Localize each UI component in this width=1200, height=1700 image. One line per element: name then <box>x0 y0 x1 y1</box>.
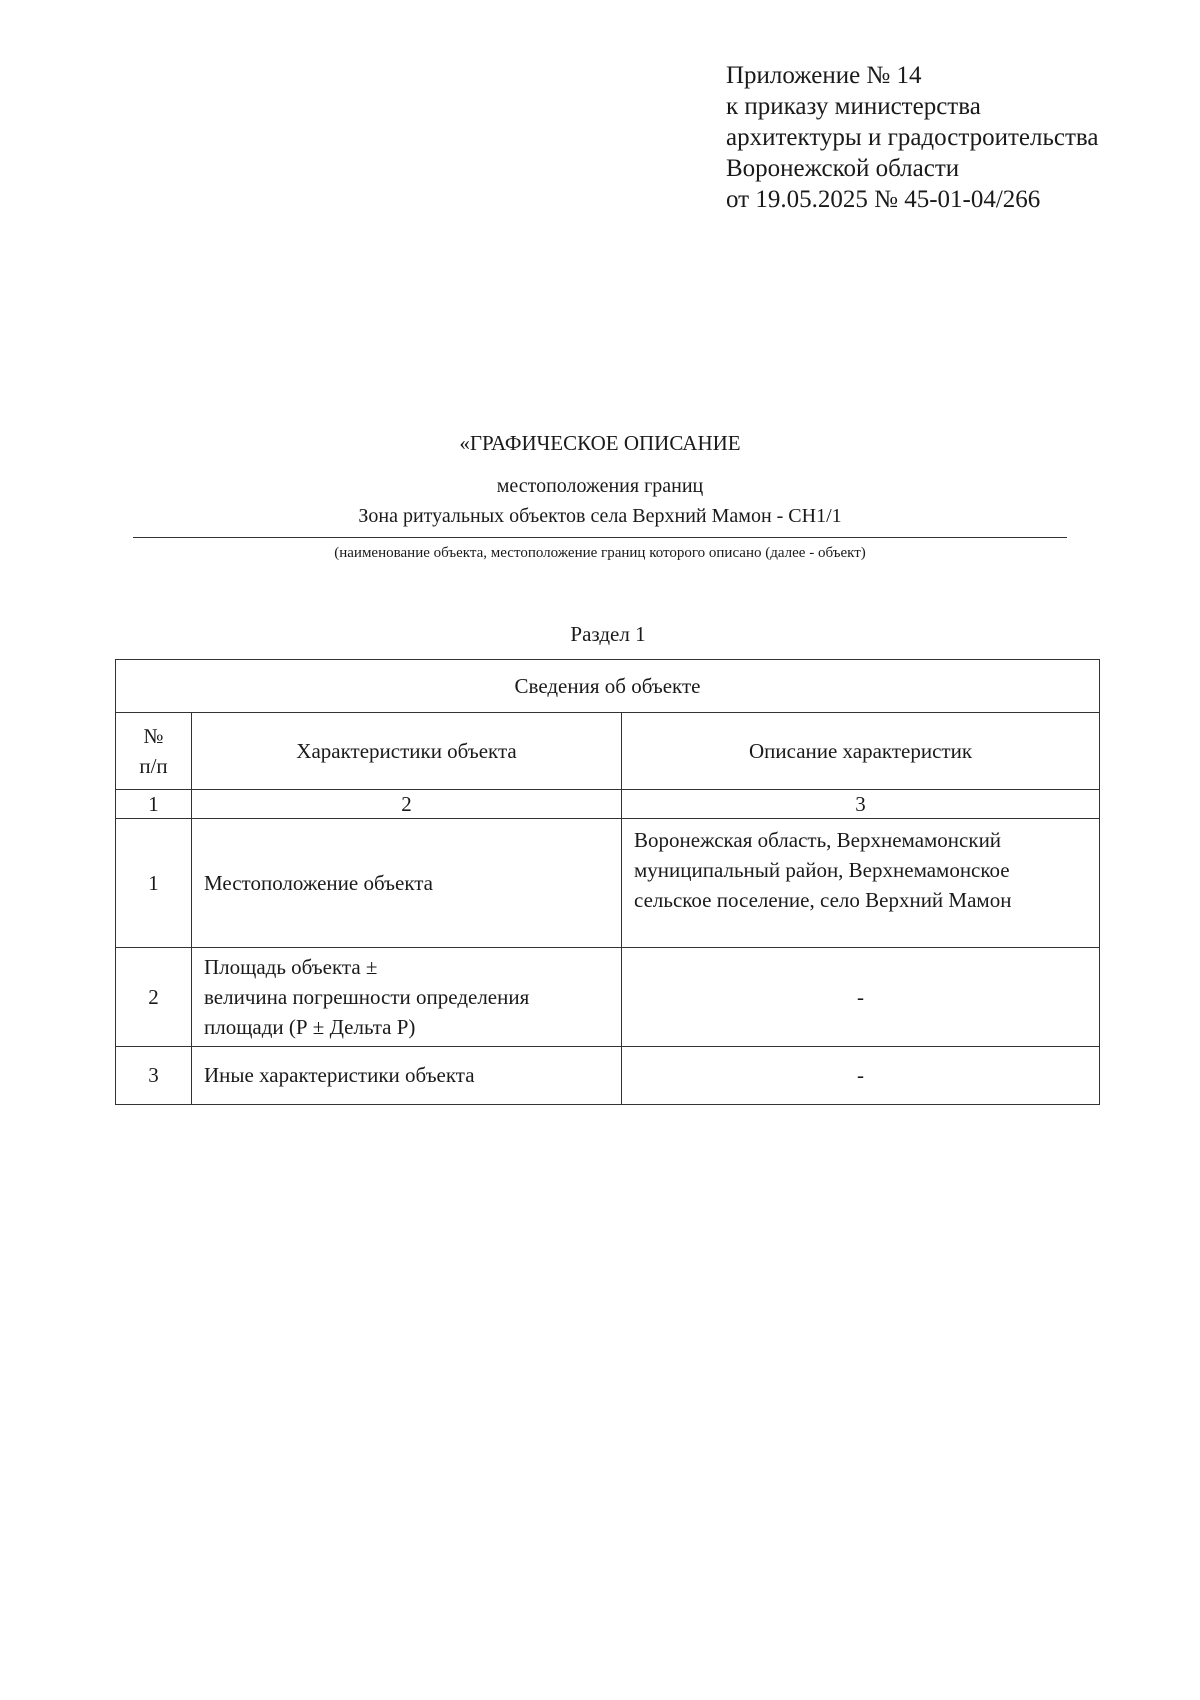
table-title: Сведения об объекте <box>116 660 1100 713</box>
appendix-number: Приложение № 14 <box>726 62 922 89</box>
row-characteristic: Иные характеристики объекта <box>192 1047 622 1105</box>
column-numbers-row <box>116 790 1100 819</box>
appendix-ministry: архитектуры и градостроительства <box>726 124 1099 151</box>
section-label: Раздел 1 <box>570 622 646 646</box>
row-number: 2 <box>116 948 192 1047</box>
row-description-line: Воронежская область, Верхнемамонский <box>634 828 1002 852</box>
appendix-order-ref: к приказу министерства <box>726 93 981 120</box>
table-row <box>116 948 1100 1047</box>
document-title: «ГРАФИЧЕСКОЕ ОПИСАНИЕ <box>459 431 741 455</box>
table-header-row <box>116 713 1100 790</box>
column-header-number-line2: п/п <box>139 754 168 778</box>
column-header-number <box>116 713 192 790</box>
table-title-row <box>116 660 1100 713</box>
row-description-line: муниципальный район, Верхнемамонское <box>634 858 1010 882</box>
row-number: 1 <box>116 819 192 948</box>
appendix-header <box>726 60 1098 215</box>
row-characteristic: Местоположение объекта <box>192 819 622 948</box>
appendix-date-number: от 19.05.2025 № 45-01-04/266 <box>726 186 1041 213</box>
object-name-caption: (наименование объекта, местоположение границ которого описано (далее - объект) <box>334 545 866 561</box>
table-row <box>116 1047 1100 1105</box>
row-description: - <box>622 948 1100 1047</box>
table-row <box>116 819 1100 948</box>
object-info-table <box>115 659 1100 1105</box>
column-number-3: 3 <box>622 790 1100 819</box>
document-subtitle: местоположения границ <box>496 475 704 497</box>
object-name: Зона ритуальных объектов села Верхний Мамон - СН1/1 <box>358 505 842 527</box>
row-description-line: сельское поселение, село Верхний Мамон <box>634 888 1012 912</box>
object-name-underline <box>133 537 1067 538</box>
row-characteristic-line: площади (Р ± Дельта Р) <box>204 1015 416 1039</box>
column-number-2: 2 <box>192 790 622 819</box>
row-characteristic-line: Площадь объекта ± <box>204 955 378 979</box>
column-number-1: 1 <box>116 790 192 819</box>
row-number: 3 <box>116 1047 192 1105</box>
row-characteristic-line: величина погрешности определения <box>204 985 530 1009</box>
appendix-region: Воронежской области <box>726 155 960 182</box>
row-description: - <box>622 1047 1100 1105</box>
column-header-number-line1: № <box>143 724 164 748</box>
column-header-description: Описание характеристик <box>622 713 1100 790</box>
row-characteristic <box>192 948 622 1047</box>
column-header-characteristics: Характеристики объекта <box>192 713 622 790</box>
row-description <box>622 819 1100 948</box>
